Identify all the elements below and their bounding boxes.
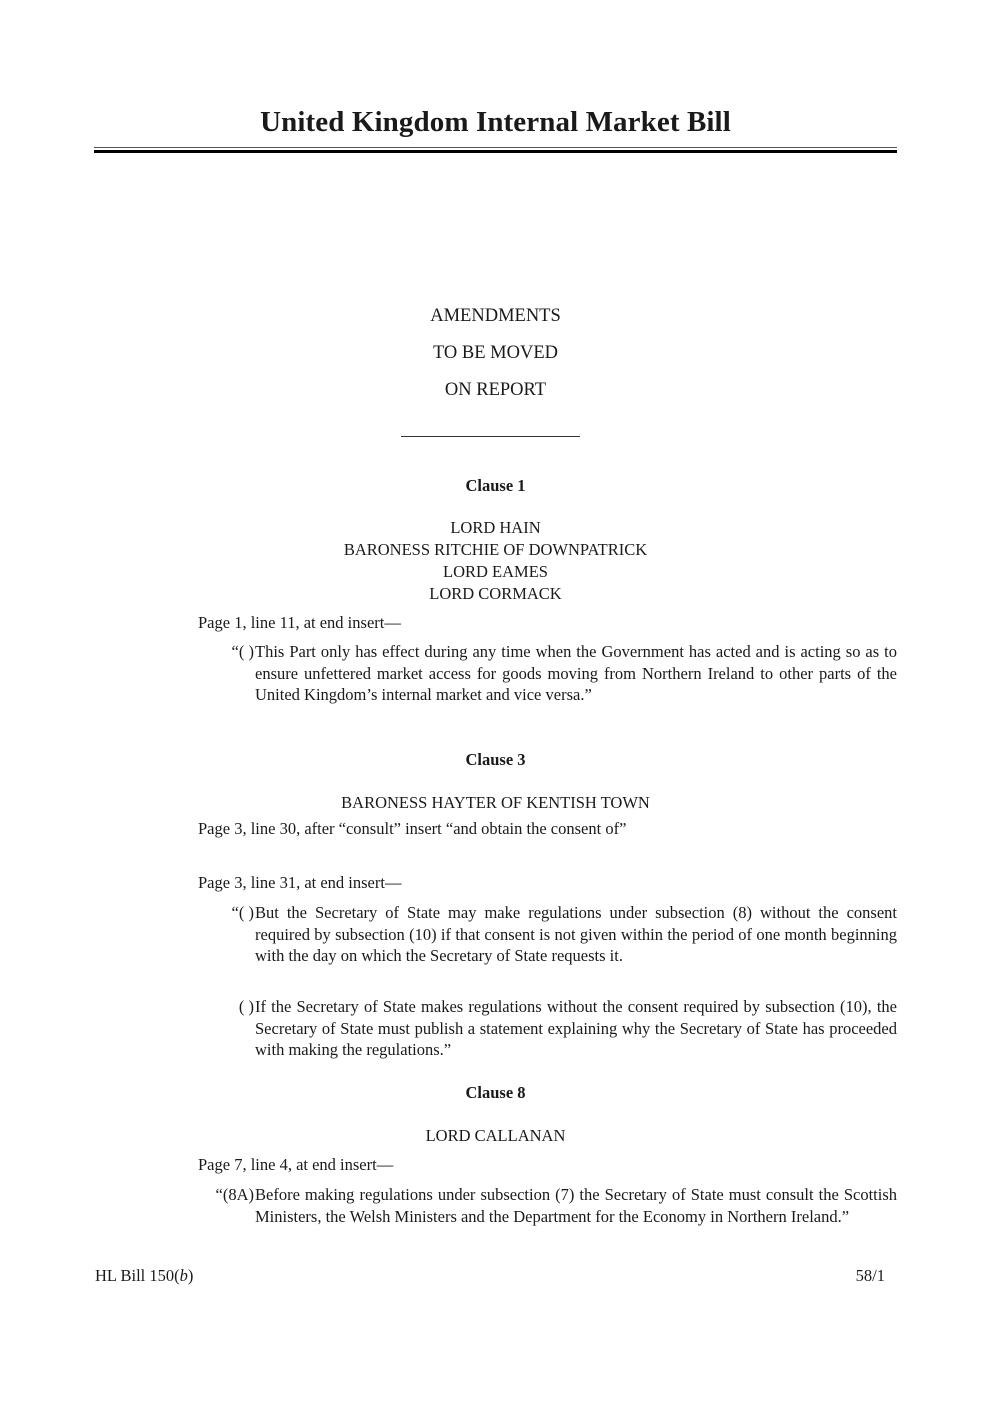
paragraph-text: But the Secretary of State may make regulations under subsection (8) without the consent required by subsection (10) if that consent is not given within the period of one month beginning with the day on which the Secretary of State requests it. xyxy=(255,903,897,965)
mover-name: LORD HAIN xyxy=(450,518,541,537)
amendment-instruction: Page 3, line 30, after “consult” insert “and obtain the consent of” xyxy=(198,819,627,838)
mover-name: LORD CORMACK xyxy=(429,584,562,603)
clause-heading: Clause 3 xyxy=(465,750,526,769)
paragraph-number: ( ) xyxy=(238,997,254,1016)
movers-list xyxy=(0,1125,991,1147)
mover-name: LORD CALLANAN xyxy=(425,1126,566,1145)
title-rule-thin xyxy=(94,147,897,148)
amendment-instruction: Page 1, line 11, at end insert— xyxy=(198,613,401,632)
clause-heading: Clause 8 xyxy=(465,1083,526,1102)
amendment-paragraph xyxy=(198,902,897,967)
amendment-instruction: Page 3, line 31, at end insert— xyxy=(198,873,402,892)
amendment-paragraph xyxy=(198,1184,897,1227)
page-reference: 58/1 xyxy=(855,1266,885,1285)
paragraph-text: This Part only has effect during any time when the Government has acted and is acting so as to ensure unfettered market access for goods moving from Northern Ireland to other parts of the United Kingdom’s internal market and vice versa.” xyxy=(255,642,897,704)
paragraph-number: “( ) xyxy=(231,903,254,922)
bill-reference-suffix: ) xyxy=(187,1266,194,1285)
amendment-instruction: Page 7, line 4, at end insert— xyxy=(198,1155,394,1174)
cover-line-on-report: ON REPORT xyxy=(444,380,547,400)
bill-reference-italic: b xyxy=(179,1266,188,1285)
mover-name: LORD EAMES xyxy=(443,562,548,581)
paragraph-number: “(8A) xyxy=(215,1185,254,1204)
mover-name: BARONESS RITCHIE OF DOWNPATRICK xyxy=(343,540,648,559)
section-separator xyxy=(401,436,580,437)
document-title: United Kingdom Internal Market Bill xyxy=(260,106,731,138)
amendment-paragraph xyxy=(198,641,897,706)
movers-list xyxy=(0,517,991,605)
mover-name: BARONESS HAYTER OF KENTISH TOWN xyxy=(341,793,650,812)
cover-line-amendments: AMENDMENTS xyxy=(430,306,561,326)
bill-reference-prefix: HL Bill 150( xyxy=(95,1266,180,1285)
clause-heading: Clause 1 xyxy=(465,476,526,495)
amendment-paragraph xyxy=(198,996,897,1061)
bill-reference xyxy=(95,1266,193,1286)
movers-list xyxy=(0,792,991,814)
paragraph-text: If the Secretary of State makes regulations without the consent required by subsection (10), the Secretary of State must publish a statement explaining why the Secretary of State has proceeded with making the regulations.” xyxy=(255,997,897,1059)
paragraph-text: Before making regulations under subsection (7) the Secretary of State must consult the Scottish Ministers, the Welsh Ministers and the Department for the Economy in Northern Ireland.” xyxy=(255,1185,897,1226)
title-rule-thick xyxy=(94,150,897,153)
cover-line-to-be-moved: TO BE MOVED xyxy=(432,343,559,363)
paragraph-number: “( ) xyxy=(231,642,254,661)
